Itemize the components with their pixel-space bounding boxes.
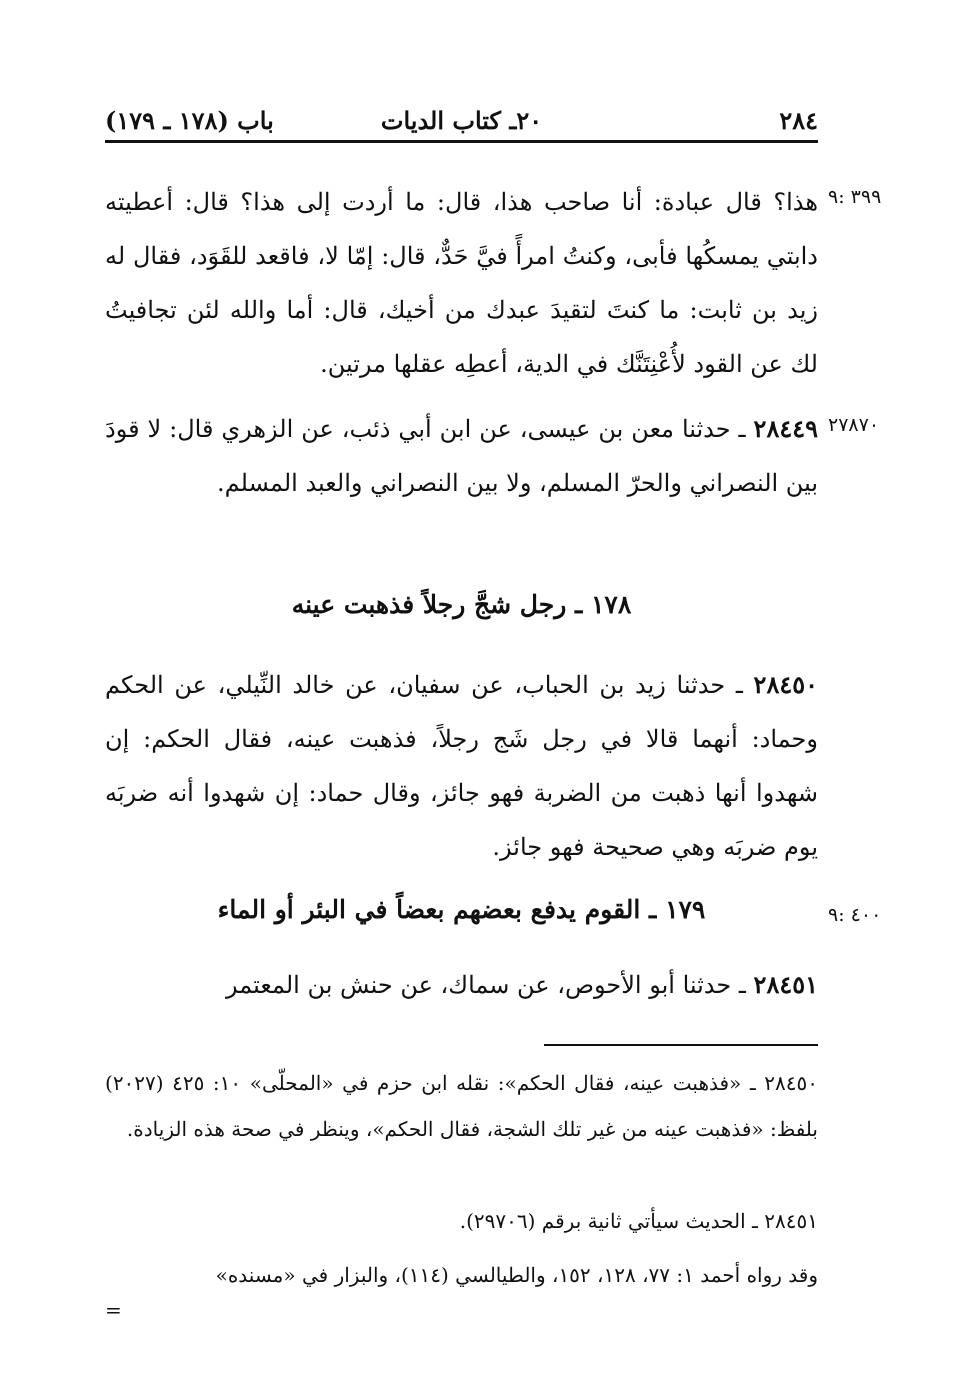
hadith-28449	[105, 402, 818, 510]
hadith-28450	[105, 658, 818, 874]
page-number: ٢٨٤	[779, 106, 818, 135]
footnote-28451: ٢٨٤٥١ ـ الحديث سيأتي ثانية برقم (٢٩٧٠٦).	[459, 1209, 818, 1233]
hadith-text: ـ حدثنا أبو الأحوص، عن سماك، عن حنش بن المعتمر	[226, 971, 746, 999]
hadith-text: ـ حدثنا زيد بن الحباب، عن سفيان، عن خالد النِّيلي، عن الحكم وحماد: أنهما قالا في رجل شَج رجلاً، فذهبت عينه، فقال الحكم: إن شهدوا أنها ذهبت من الضربة فهو جائز، وقال حماد: إن شهدوا أنه ضربَه يوم ضربَه وهي صحيحة فهو جائز.	[105, 671, 818, 861]
book-title: ٢٠ـ كتاب الديات	[380, 106, 543, 135]
margin-reference: ٤٠٠ :٩	[828, 904, 882, 926]
margin-reference: ٣٩٩ :٩	[828, 186, 882, 208]
footnote-separator	[544, 1044, 818, 1046]
page-header	[105, 100, 818, 143]
footnote-sources: وقد رواه أحمد ١: ٧٧، ١٢٨، ١٥٢، والطيالسي (١١٤)، والبزار في «مسنده»	[215, 1263, 818, 1287]
hadith-text: ـ حدثنا معن بن عيسى، عن ابن أبي ذئب، عن الزهري قال: لا قودَ بين النصراني والحرّ المسلم، ولا بين النصراني والعبد المسلم.	[105, 415, 818, 497]
hadith-28451	[105, 958, 818, 1012]
chapter-range: باب (١٧٨ ـ ١٧٩)	[105, 106, 274, 135]
paragraph-continuation: هذا؟ قال عبادة: أنا صاحب هذا، قال: ما أردت إلى هذا؟ قال: أعطيته دابتي يمسكُها فأبى، وكنتُ امرأً فيَّ حَدٌّ، قال: إمّا لا، فاقعد للقَوَد، فقال له زيد بن ثابت: ما كنتَ لتقيدَ عبدك من أخيك، قال: أما والله لئن تجافيتُ لك عن القود لأُعْنِتَنَّك في الدية، أعطِه عقلها مرتين.	[105, 188, 818, 378]
hadith-number: ٢٨٤٤٩	[753, 414, 818, 443]
margin-reference: ٢٧٨٧٠	[828, 414, 880, 436]
continuation-mark: =	[105, 1298, 122, 1322]
chapter-heading-178: ١٧٨ ـ رجل شجَّ رجلاً فذهبت عينه	[291, 590, 632, 619]
footnote-28450: ٢٨٤٥٠ ـ «فذهبت عينه، فقال الحكم»: نقله ابن حزم في «المحلّى» ١٠: ٤٢٥ (٢٠٢٧) بلفظ: «فذهبت عينه من غير تلك الشجة، فقال الحكم»، وينظر في صحة هذه الزيادة.	[105, 1071, 818, 1141]
chapter-heading-179: ١٧٩ ـ القوم يدفع بعضهم بعضاً في البئر أو الماء	[217, 895, 706, 924]
hadith-number: ٢٨٤٥٠	[753, 670, 818, 699]
hadith-number: ٢٨٤٥١	[753, 970, 818, 999]
